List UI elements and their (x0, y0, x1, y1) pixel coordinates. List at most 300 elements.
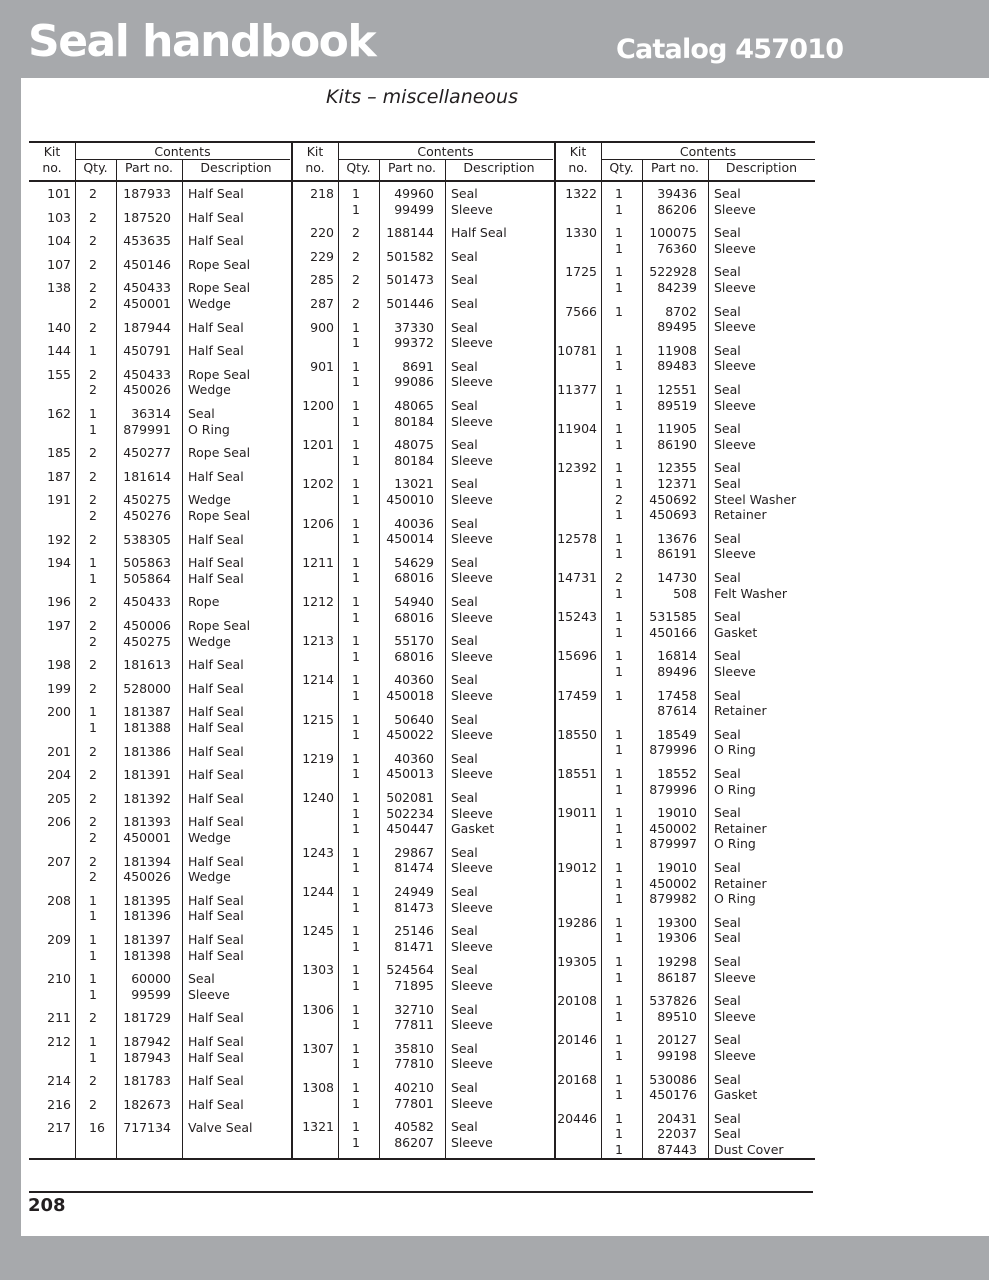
item-description: Sleeve (451, 727, 493, 743)
item-qty: 1 (352, 1080, 360, 1095)
item-description: Sleeve (714, 319, 756, 335)
kit-number: 103 (47, 209, 71, 225)
item-description: Sleeve (451, 860, 493, 876)
item-part-number: 50640 (394, 711, 434, 727)
item-description: Half Seal (188, 790, 244, 806)
item-description: Half Seal (188, 570, 244, 586)
item-part-number: 19300 (657, 914, 697, 930)
item-description: Sleeve (714, 201, 756, 217)
item-description: Wedge (188, 869, 231, 885)
item-description: Rope Seal (188, 445, 251, 461)
item-part-number: 717134 (123, 1120, 171, 1136)
item-qty: 1 (352, 978, 360, 993)
item-qty: 2 (89, 1096, 97, 1112)
item-qty: 2 (89, 1073, 97, 1089)
header-kit-no: no. (305, 160, 325, 175)
item-description: Wedge (188, 633, 231, 649)
item-part-number: 450002 (649, 820, 697, 836)
item-description: Rope (188, 594, 220, 610)
item-part-number: 187942 (123, 1034, 171, 1049)
item-part-number: 54940 (394, 594, 434, 609)
kit-number: 1321 (302, 1119, 334, 1135)
item-description: Half Seal (188, 814, 244, 830)
kit-number: 216 (47, 1096, 71, 1112)
item-qty: 1 (615, 436, 623, 452)
item-qty: 1 (615, 930, 623, 946)
item-part-number: 22037 (657, 1126, 697, 1142)
item-qty: 1 (352, 1134, 360, 1150)
item-description: Sleeve (714, 358, 756, 374)
item-part-number: 501446 (386, 296, 434, 311)
item-qty: 1 (615, 186, 623, 201)
item-qty: 1 (615, 624, 623, 640)
item-qty: 1 (352, 374, 360, 390)
item-qty: 1 (615, 476, 623, 491)
item-description: Seal (714, 530, 741, 546)
item-part-number: 450433 (123, 594, 171, 610)
item-part-number: 20127 (657, 1032, 697, 1048)
item-part-number: 11905 (657, 421, 697, 437)
kit-number: 1200 (302, 398, 334, 413)
item-qty: 2 (89, 319, 97, 335)
item-description: Sleeve (451, 1056, 493, 1072)
item-part-number: 450013 (386, 766, 434, 782)
item-qty: 1 (615, 585, 623, 601)
item-description: Seal (451, 319, 478, 335)
item-description: Wedge (188, 382, 231, 398)
item-part-number: 99198 (657, 1048, 697, 1063)
item-description: Sleeve (451, 452, 493, 468)
item-qty: 2 (89, 767, 97, 783)
item-description: Seal (714, 609, 741, 625)
kit-number: 220 (310, 225, 334, 241)
item-description: Seal (451, 750, 478, 766)
header-kit: Kit (569, 144, 587, 159)
item-qty: 1 (615, 875, 623, 891)
item-part-number: 8702 (665, 303, 697, 319)
item-part-number: 16814 (657, 648, 697, 664)
item-part-number: 181614 (123, 468, 171, 484)
item-part-number: 181613 (123, 657, 171, 673)
item-part-number: 181398 (123, 947, 171, 963)
table-header-rule (29, 180, 815, 182)
item-qty: 1 (352, 648, 360, 664)
item-qty: 2 (89, 256, 97, 272)
item-part-number: 181388 (123, 720, 171, 735)
kit-number: 140 (47, 319, 71, 335)
header-contents: Contents (679, 144, 737, 159)
item-part-number: 450276 (123, 508, 171, 523)
item-qty: 1 (352, 398, 360, 413)
kit-number: 104 (47, 233, 71, 249)
item-qty: 1 (352, 1056, 360, 1072)
item-part-number: 86206 (657, 201, 697, 217)
kit-number: 210 (47, 971, 71, 987)
item-description: O Ring (714, 891, 756, 907)
kit-number: 19011 (557, 805, 597, 821)
item-part-number: 80184 (394, 413, 434, 429)
column-divider (75, 141, 76, 1158)
item-part-number: 450791 (123, 343, 171, 359)
item-description: Seal (714, 225, 741, 241)
item-description: Wedge (188, 830, 231, 845)
kit-number: 1215 (302, 711, 334, 727)
item-part-number: 450447 (386, 821, 434, 837)
item-part-number: 450176 (649, 1087, 697, 1103)
item-part-number: 89483 (657, 358, 697, 374)
item-qty: 1 (352, 1001, 360, 1017)
item-qty: 2 (89, 853, 97, 869)
item-description: Seal (714, 860, 741, 875)
kit-number: 20108 (557, 993, 597, 1009)
kit-number: 201 (47, 743, 71, 759)
kit-number: 1243 (302, 844, 334, 860)
item-qty: 1 (615, 303, 623, 319)
item-qty: 1 (615, 766, 623, 781)
kit-number: 1202 (302, 476, 334, 492)
item-description: Seal (714, 1071, 741, 1087)
item-qty: 1 (352, 938, 360, 954)
item-part-number: 181783 (123, 1073, 171, 1089)
item-part-number: 20431 (657, 1110, 697, 1126)
column-divider (708, 159, 709, 1158)
item-description: Seal (451, 672, 478, 688)
item-qty: 1 (352, 201, 360, 217)
item-part-number: 501582 (386, 248, 434, 264)
kit-number: 287 (310, 296, 334, 311)
item-part-number: 86187 (657, 969, 697, 985)
item-qty: 1 (352, 672, 360, 688)
item-description: Sleeve (451, 374, 493, 390)
item-description: Steel Washer (714, 491, 797, 507)
header-description: Description (463, 160, 535, 175)
column-divider (601, 141, 602, 1158)
item-part-number: 181393 (123, 814, 171, 830)
item-qty: 1 (352, 609, 360, 625)
item-part-number: 450433 (123, 280, 171, 296)
item-description: Rope Seal (188, 618, 251, 633)
item-part-number: 68016 (394, 648, 434, 664)
item-part-number: 879991 (123, 421, 171, 437)
item-description: Sleeve (451, 1095, 493, 1111)
item-qty: 1 (352, 899, 360, 915)
item-qty: 1 (615, 805, 623, 821)
kit-number: 204 (47, 767, 71, 783)
item-description: Sleeve (451, 938, 493, 954)
kit-number: 229 (310, 248, 334, 264)
header-qty: Qty. (83, 160, 108, 175)
item-description: Seal (451, 554, 478, 570)
item-part-number: 450026 (123, 869, 171, 885)
item-description: Gasket (714, 1087, 758, 1103)
item-part-number: 505864 (123, 570, 171, 586)
kit-number: 207 (47, 853, 71, 869)
item-qty: 2 (89, 508, 97, 523)
item-qty: 1 (615, 836, 623, 852)
kit-number: 1303 (302, 962, 334, 978)
item-part-number: 81471 (394, 938, 434, 954)
item-description: Sleeve (451, 805, 493, 821)
item-part-number: 879996 (649, 781, 697, 797)
item-description: Valve Seal (188, 1120, 253, 1136)
item-description: Half Seal (188, 743, 244, 759)
item-qty: 2 (89, 382, 97, 398)
item-part-number: 60000 (131, 971, 171, 987)
item-description: Seal (714, 382, 741, 397)
item-qty: 1 (89, 555, 97, 571)
kit-number: 200 (47, 704, 71, 720)
item-description: Seal (714, 1032, 741, 1048)
item-qty: 1 (352, 515, 360, 531)
kit-number: 1212 (302, 594, 334, 609)
item-description: Sleeve (451, 201, 493, 217)
kit-number: 194 (47, 555, 71, 571)
item-part-number: 450166 (649, 624, 697, 640)
item-description: Half Seal (188, 1049, 244, 1065)
item-qty: 2 (89, 633, 97, 649)
item-description: Seal (188, 406, 215, 421)
item-description: Seal (451, 186, 478, 201)
item-description: O Ring (714, 781, 756, 797)
item-part-number: 8691 (402, 358, 434, 374)
item-qty: 2 (89, 814, 97, 830)
item-description: Sleeve (714, 280, 756, 295)
footer-rule (29, 1191, 813, 1193)
item-description: Half Seal (188, 932, 244, 947)
item-part-number: 29867 (394, 844, 434, 860)
kit-number: 1322 (565, 186, 597, 201)
item-description: Seal (714, 1126, 741, 1142)
kit-number: 1214 (302, 672, 334, 688)
item-qty: 1 (89, 1049, 97, 1065)
item-description: Sleeve (714, 240, 756, 256)
item-description: Sleeve (714, 664, 756, 679)
item-part-number: 86190 (657, 436, 697, 452)
kit-number: 1213 (302, 633, 334, 649)
item-description: Seal (714, 186, 741, 201)
item-description: Gasket (451, 821, 495, 837)
kit-number: 199 (47, 680, 71, 696)
item-description: Half Seal (188, 468, 244, 484)
item-description: Half Seal (188, 947, 244, 963)
item-description: Wedge (188, 492, 231, 508)
table-top-rule (29, 141, 815, 143)
item-description: Seal (451, 1001, 478, 1017)
item-part-number: 181395 (123, 892, 171, 908)
item-qty: 1 (615, 397, 623, 413)
item-qty: 1 (615, 687, 623, 703)
item-description: Seal (451, 437, 478, 453)
item-qty: 1 (615, 820, 623, 836)
item-part-number: 40210 (394, 1080, 434, 1095)
item-part-number: 450018 (386, 688, 434, 703)
item-description: Half Seal (188, 343, 244, 359)
item-qty: 1 (89, 947, 97, 963)
item-part-number: 89510 (657, 1008, 697, 1024)
item-description: O Ring (714, 836, 756, 852)
item-part-number: 19010 (657, 805, 697, 821)
item-qty: 1 (352, 727, 360, 743)
item-description: Seal (451, 1119, 478, 1135)
item-part-number: 505863 (123, 555, 171, 571)
catalog-number: Catalog 457010 (616, 34, 844, 65)
item-part-number: 37330 (394, 319, 434, 335)
item-part-number: 181397 (123, 932, 171, 947)
item-part-number: 17458 (657, 687, 697, 703)
kit-number: 19286 (557, 914, 597, 930)
item-qty: 1 (615, 507, 623, 523)
item-description: Sleeve (714, 969, 756, 985)
item-part-number: 48075 (394, 437, 434, 453)
item-part-number: 40360 (394, 750, 434, 766)
item-qty: 1 (615, 546, 623, 562)
kit-number: 285 (310, 272, 334, 288)
item-qty: 1 (352, 452, 360, 468)
item-part-number: 181392 (123, 790, 171, 806)
kit-number: 208 (47, 892, 71, 908)
item-qty: 1 (352, 531, 360, 547)
item-qty: 1 (615, 358, 623, 374)
kit-number: 11904 (557, 421, 597, 437)
item-part-number: 450275 (123, 492, 171, 508)
item-part-number: 187520 (123, 209, 171, 225)
page-number: 208 (28, 1195, 66, 1216)
item-description: Seal (714, 476, 741, 491)
item-description: Sleeve (451, 570, 493, 586)
item-description: Seal (714, 648, 741, 664)
item-description: Seal (714, 954, 741, 969)
kit-number: 191 (47, 492, 71, 508)
item-qty: 1 (352, 1017, 360, 1033)
kit-number: 101 (47, 186, 71, 201)
item-part-number: 187933 (123, 186, 171, 201)
item-part-number: 502234 (386, 805, 434, 821)
item-qty: 1 (352, 633, 360, 649)
item-description: Seal (714, 303, 741, 319)
item-qty: 2 (615, 570, 623, 585)
item-description: Seal (451, 594, 478, 609)
item-part-number: 76360 (657, 240, 697, 256)
item-qty: 1 (615, 1071, 623, 1087)
item-qty: 2 (352, 248, 360, 264)
item-qty: 1 (352, 1119, 360, 1135)
item-description: Seal (451, 923, 478, 939)
item-qty: 1 (352, 594, 360, 609)
item-qty: 1 (615, 1087, 623, 1103)
kit-number: 138 (47, 280, 71, 296)
item-description: Seal (451, 358, 478, 374)
item-description: Half Seal (188, 233, 244, 249)
item-part-number: 450692 (649, 491, 697, 507)
item-qty: 2 (89, 366, 97, 382)
kit-number: 1306 (302, 1001, 334, 1017)
item-qty: 1 (615, 1126, 623, 1142)
item-part-number: 450026 (123, 382, 171, 398)
item-qty: 1 (615, 860, 623, 875)
item-part-number: 538305 (123, 531, 171, 547)
item-qty: 1 (352, 476, 360, 492)
item-description: Sleeve (714, 1048, 756, 1063)
item-qty: 1 (89, 892, 97, 908)
item-description: Seal (451, 272, 478, 288)
item-description: Seal (451, 248, 478, 264)
item-part-number: 13676 (657, 530, 697, 546)
item-description: Seal (451, 790, 478, 805)
item-part-number: 84239 (657, 280, 697, 295)
item-qty: 1 (352, 437, 360, 453)
item-qty: 1 (352, 962, 360, 978)
kit-number: 1725 (565, 264, 597, 280)
item-qty: 1 (352, 860, 360, 876)
header-kit-no: no. (42, 160, 62, 175)
item-description: Seal (714, 805, 741, 821)
item-description: Felt Washer (714, 585, 788, 601)
kit-number: 192 (47, 531, 71, 547)
item-part-number: 48065 (394, 398, 434, 413)
kit-number: 1211 (302, 554, 334, 570)
handbook-title: Seal handbook (28, 16, 376, 67)
item-part-number: 12551 (657, 382, 697, 397)
item-part-number: 77811 (394, 1017, 434, 1033)
kit-number: 187 (47, 468, 71, 484)
item-part-number: 35810 (394, 1040, 434, 1056)
kit-number: 20146 (557, 1032, 597, 1048)
kit-number: 211 (47, 1010, 71, 1026)
item-part-number: 879997 (649, 836, 697, 852)
item-description: Half Seal (188, 680, 244, 696)
item-qty: 1 (615, 742, 623, 758)
item-description: Half Seal (188, 1096, 244, 1112)
item-part-number: 450001 (123, 296, 171, 311)
item-description: Half Seal (188, 319, 244, 335)
item-qty: 1 (89, 908, 97, 924)
item-description: Half Seal (188, 892, 244, 908)
header-part-no: Part no. (125, 160, 173, 175)
item-qty: 1 (89, 704, 97, 720)
kit-number: 1244 (302, 884, 334, 899)
item-part-number: 524564 (386, 962, 434, 978)
header-kit-no: no. (568, 160, 588, 175)
item-qty: 2 (89, 657, 97, 673)
kit-number: 196 (47, 594, 71, 610)
item-part-number: 502081 (386, 790, 434, 805)
item-description: Half Seal (188, 555, 244, 571)
item-qty: 1 (352, 844, 360, 860)
item-description: Seal (451, 962, 478, 978)
item-qty: 1 (89, 570, 97, 586)
item-description: Retainer (714, 703, 767, 719)
item-description: Retainer (714, 820, 767, 836)
item-qty: 1 (89, 1034, 97, 1049)
item-part-number: 14730 (657, 570, 697, 585)
item-qty: 1 (352, 884, 360, 899)
item-qty: 1 (615, 1048, 623, 1063)
item-part-number: 81474 (394, 860, 434, 876)
item-part-number: 187943 (123, 1049, 171, 1065)
kit-number: 7566 (565, 303, 597, 319)
item-part-number: 100075 (649, 225, 697, 241)
item-description: Seal (451, 296, 478, 311)
item-part-number: 40582 (394, 1119, 434, 1135)
item-qty: 1 (352, 358, 360, 374)
item-qty: 1 (615, 264, 623, 280)
column-divider (338, 141, 339, 1158)
item-part-number: 68016 (394, 570, 434, 586)
item-qty: 1 (615, 914, 623, 930)
item-part-number: 450002 (649, 875, 697, 891)
item-qty: 1 (352, 570, 360, 586)
item-qty: 1 (352, 750, 360, 766)
